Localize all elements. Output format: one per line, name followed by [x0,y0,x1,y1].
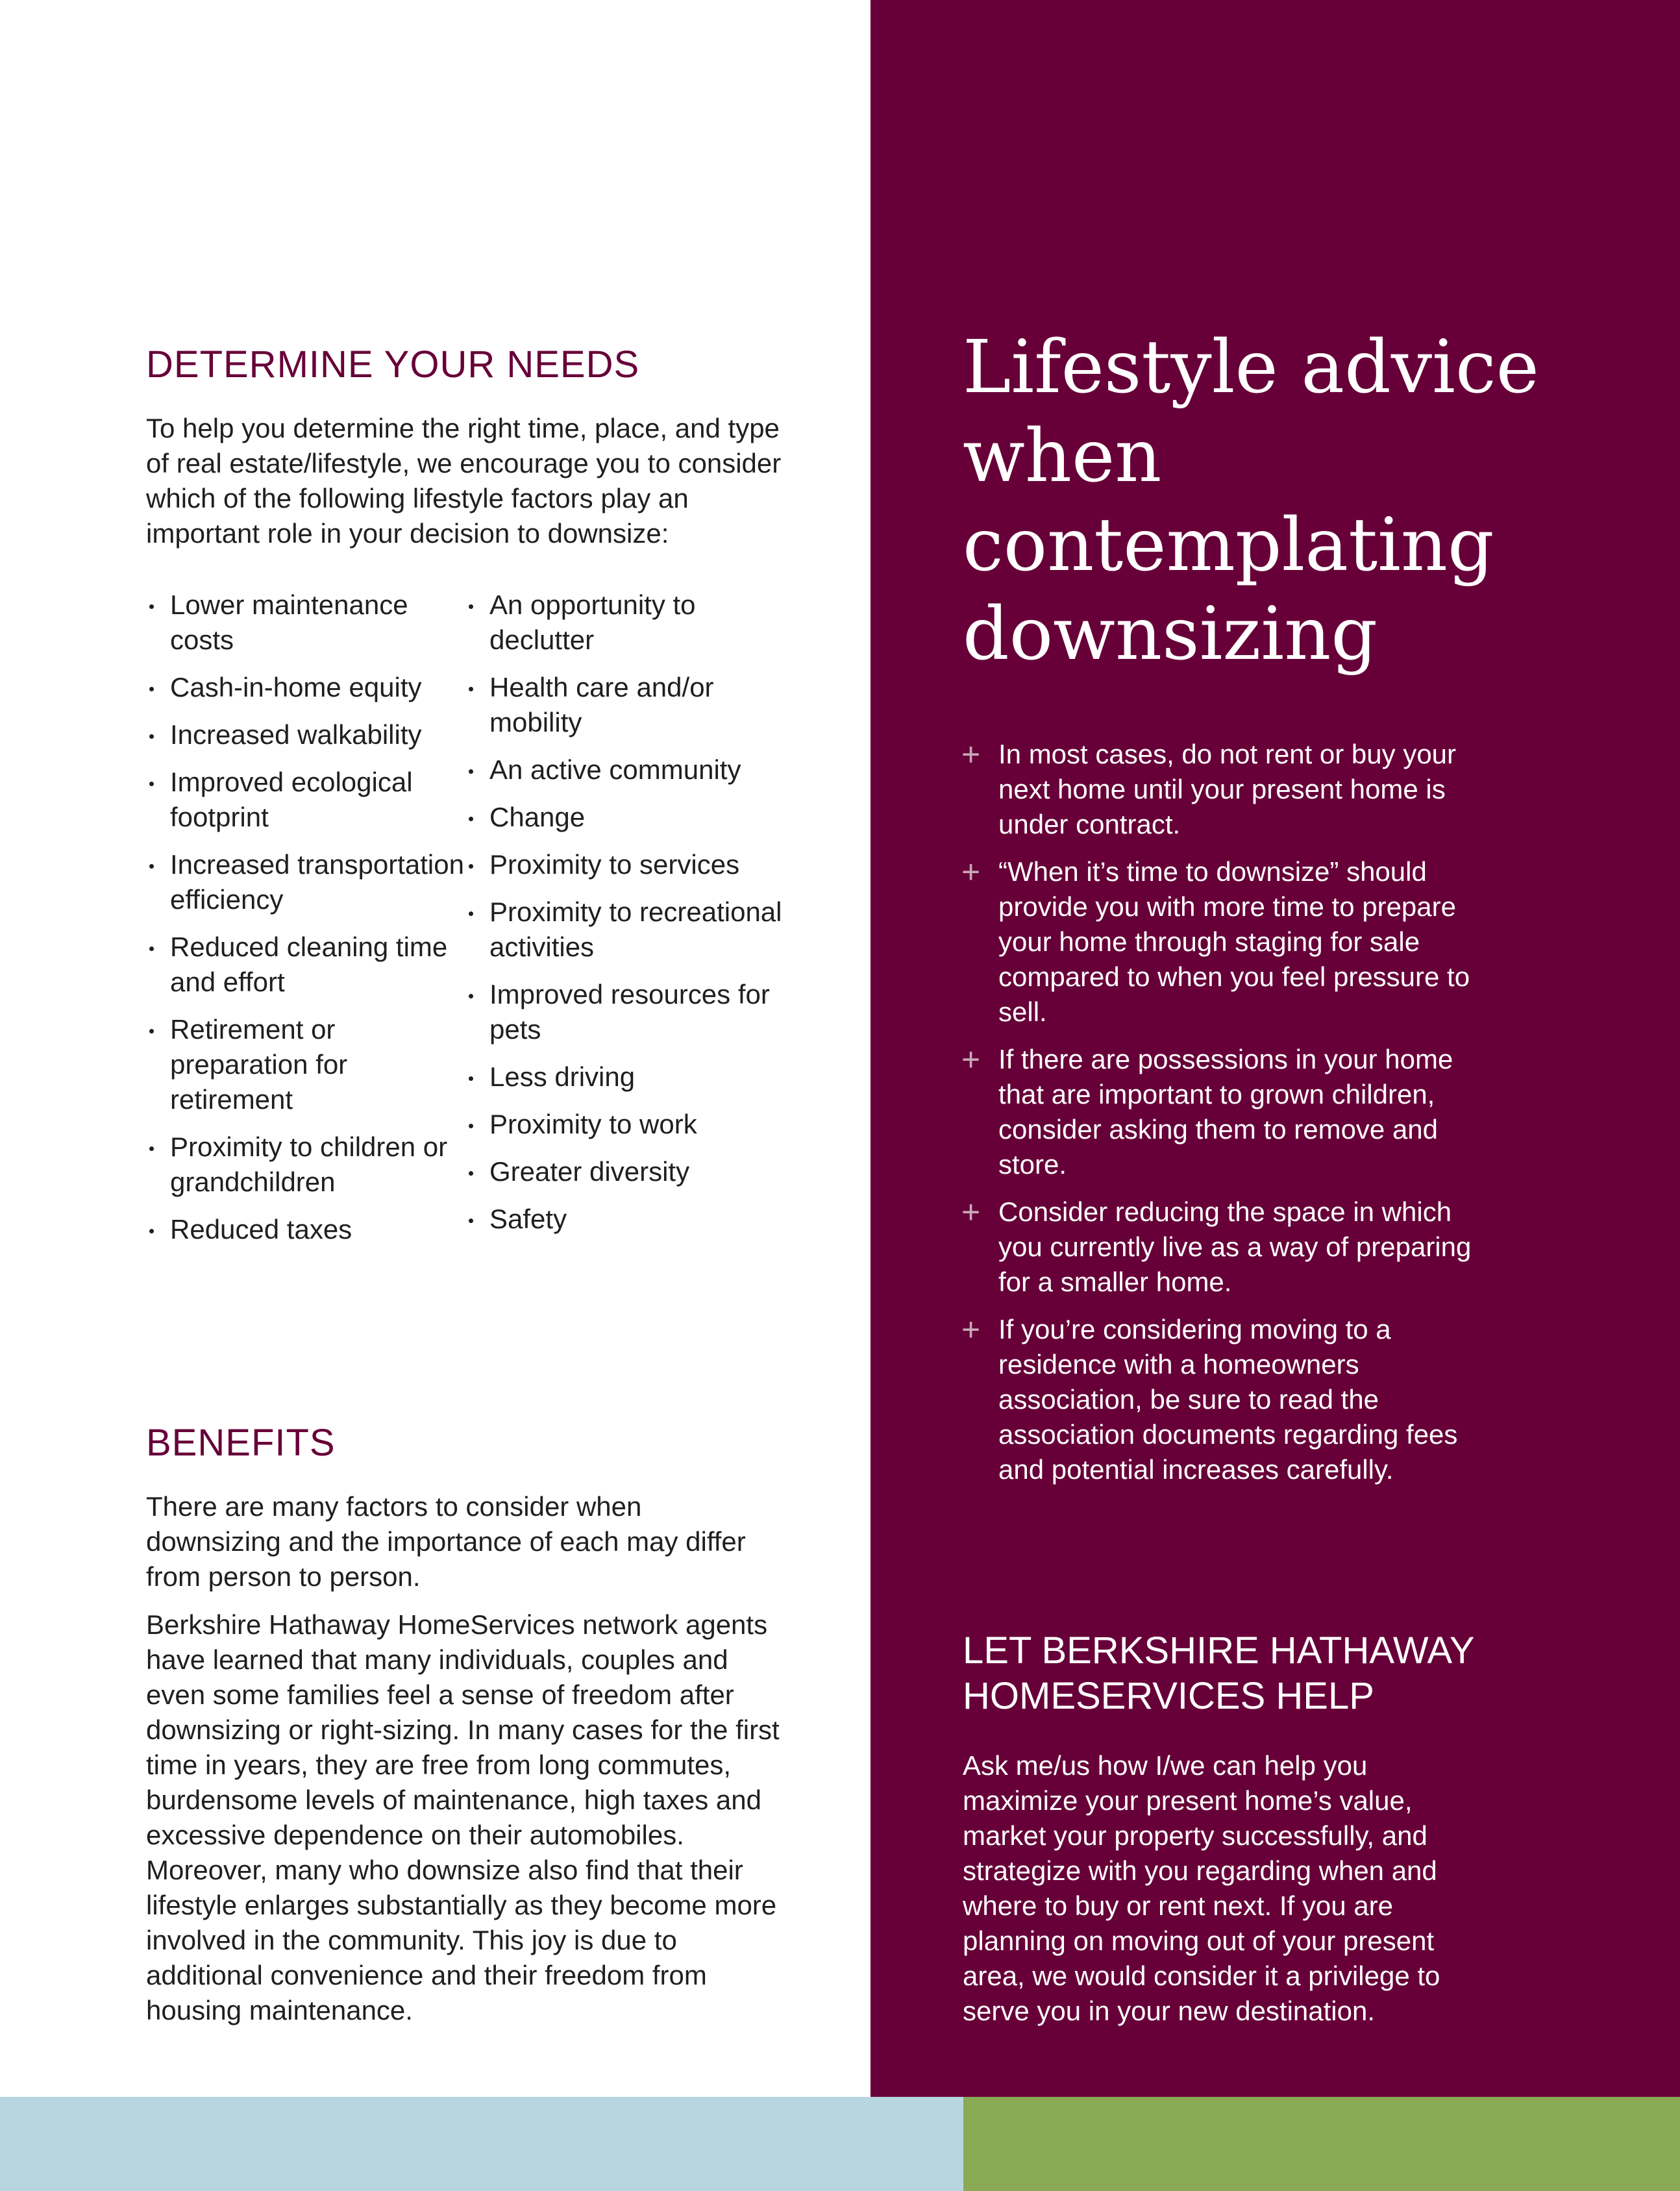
footer-band-green [963,2097,1680,2191]
plus-icon: + [961,1194,981,1230]
list-item: Health care and/or mobility [465,670,803,740]
list-item: Reduced taxes [146,1212,471,1247]
help-heading: LET BERKSHIRE HATHAWAY HOMESERVICES HELP [963,1629,1474,1717]
list-item: Proximity to work [465,1107,803,1142]
list-item: Cash-in-home equity [146,670,471,705]
footer-band-blue [0,2097,963,2191]
plus-icon: + [961,854,981,890]
list-item: Retirement or preparation for retirement [146,1012,471,1117]
tip-text: “When it’s time to downsize” should provide you with more time to prepare your home through staging for sale compared to when you feel pressure to sell. [998,856,1470,1027]
plus-icon: + [961,736,981,773]
factors-list-col2 [465,588,803,1249]
needs-heading: DETERMINE YOUR NEEDS [146,343,640,386]
list-item: Increased transportation efficiency [146,847,471,917]
list-item: Proximity to children or grandchildren [146,1130,471,1200]
benefits-paragraph-1: There are many factors to consider when downsizing and the importance of each may differ from person to person. [146,1491,746,1592]
needs-intro: To help you determine the right time, place, and type of real estate/lifestyle, we encourage you to consider which of the following lifestyle factors play an important role in your decision to downsize: [146,413,782,549]
list-item: Improved resources for pets [465,977,803,1047]
tip-item [961,737,1474,842]
plus-icon: + [961,1041,981,1078]
tip-item [961,854,1474,1030]
tip-text: If there are possessions in your home that are important to grown children, consider asking them to remove and store. [998,1044,1453,1180]
tip-item [961,1042,1474,1182]
tip-text: In most cases, do not rent or buy your next home until your present home is under contract. [998,739,1457,839]
tip-item [961,1195,1474,1300]
list-item: Reduced cleaning time and effort [146,930,471,1000]
list-item: Change [465,800,803,835]
list-item: Less driving [465,1059,803,1095]
list-item: Proximity to recreational activities [465,895,803,965]
benefits-heading: BENEFITS [146,1422,336,1464]
list-item: An opportunity to declutter [465,588,803,658]
benefits-paragraph-2: Berkshire Hathaway HomeServices network agents have learned that many individuals, couples and even some families feel a sense of freedom after downsizing or right-sizing. In many cases for the first time in years, they are free from long commutes, burdensome levels of maintenance, high taxes and excessive dependence on their automobiles. Moreover, many who downsize also find that their lifestyle enlarges substantially as they become more involved in the community. This joy is due to additional convenience and their freedom from housing maintenance. [146,1609,780,2025]
list-item: Improved ecological footprint [146,765,471,835]
plus-icon: + [961,1311,981,1348]
tip-text: If you’re considering moving to a residence with a homeowners association, be sure to read the association documents regarding fees and potential increases carefully. [998,1314,1458,1485]
list-item: Lower maintenance costs [146,588,471,658]
help-paragraph: Ask me/us how I/we can help you maximize your present home’s value, market your property successfully, and strategize with you regarding when and where to buy or rent next. If you are planning on moving out of your present area, we would consider it a privilege to serve you in your new destination. [963,1750,1440,2026]
factors-list-col1 [146,588,471,1259]
advice-title: Lifestyle advice when contemplating downsizing [963,325,1539,676]
advice-tips-list [961,737,1474,1500]
tip-item [961,1312,1474,1487]
list-item: An active community [465,752,803,787]
list-item: Safety [465,1202,803,1237]
list-item: Greater diversity [465,1154,803,1189]
tip-text: Consider reducing the space in which you currently live as a way of preparing for a smaller home. [998,1196,1472,1297]
list-item: Increased walkability [146,717,471,752]
list-item: Proximity to services [465,847,803,882]
